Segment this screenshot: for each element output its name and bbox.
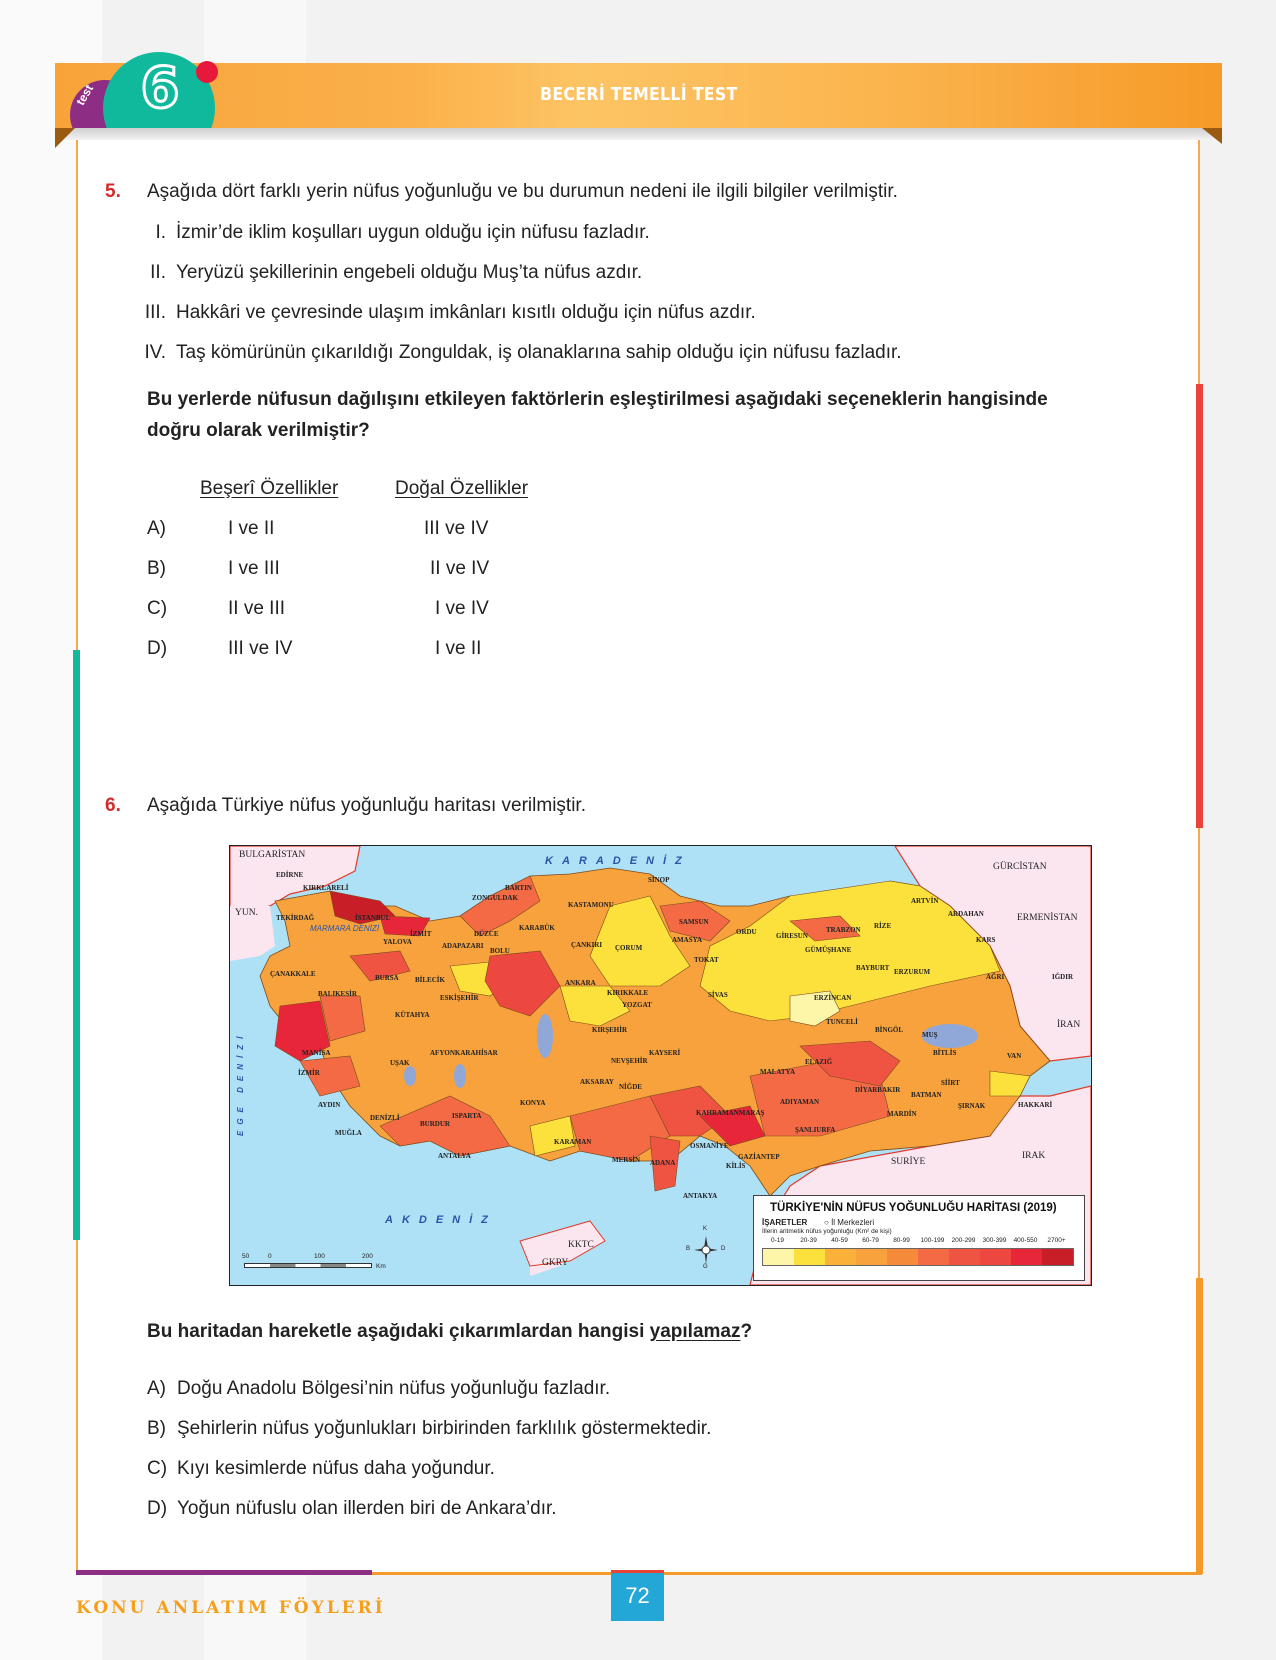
city-label: MERSİN (612, 1156, 641, 1164)
city-label: EDİRNE (276, 871, 304, 879)
city-label: BARTIN (505, 884, 532, 892)
option-letter: B) (147, 1418, 166, 1439)
city-label: DÜZCE (474, 930, 499, 938)
city-label: MUŞ (922, 1031, 938, 1039)
legend-class-label: 20-39 (800, 1237, 817, 1244)
scale-tick: 200 (362, 1253, 373, 1260)
legend-class-label: 400-550 (1013, 1237, 1038, 1244)
legend-swatch (887, 1249, 918, 1265)
option-human: III ve IV (228, 638, 293, 659)
city-label: HAKKARİ (1018, 1101, 1053, 1109)
prompt-end: ? (740, 1321, 753, 1342)
question-6-number: 6. (105, 795, 121, 816)
city-label: SİVAS (708, 991, 728, 999)
legend-class-label: 200-299 (951, 1237, 976, 1244)
city-label: KARS (976, 936, 996, 944)
city-label: MUĞLA (335, 1129, 362, 1137)
option-natural: I ve IV (435, 598, 489, 619)
banner-fold-right (1202, 128, 1222, 144)
scale-tick: 50 (242, 1253, 250, 1260)
city-label: NEVŞEHİR (611, 1057, 648, 1065)
city-label: YALOVA (383, 938, 412, 946)
compass-east: D (721, 1246, 726, 1252)
compass-icon (686, 1226, 726, 1270)
option-letter: A) (147, 1378, 166, 1399)
legend-swatch (1042, 1249, 1073, 1265)
city-label: ARTVİN (911, 897, 939, 905)
city-label: KÜTAHYA (395, 1011, 430, 1019)
legend-scale-caption: İllerin aritmetik nüfus yoğunluğu (Km² de kişi) (762, 1228, 892, 1235)
question-6-prompt (147, 1321, 752, 1343)
city-label: ÇORUM (615, 944, 643, 952)
population-density-map (229, 845, 1092, 1286)
city-label: KONYA (520, 1099, 546, 1107)
city-label: SAMSUN (679, 918, 709, 926)
city-label: UŞAK (390, 1059, 410, 1067)
map-legend (753, 1195, 1085, 1281)
city-label: TOKAT (694, 956, 719, 964)
country-label: İRAN (1057, 1020, 1081, 1030)
city-label: KARAMAN (554, 1138, 592, 1146)
option-letter: A) (147, 518, 166, 539)
country-label: KKTC (568, 1240, 594, 1250)
city-label: ANTALYA (438, 1152, 471, 1160)
city-label: KARABÜK (519, 924, 555, 932)
option-natural: III ve IV (424, 518, 489, 539)
page-number: 72 (611, 1570, 664, 1621)
legend-swatch (980, 1249, 1011, 1265)
scale-unit: Km (376, 1263, 386, 1270)
city-label: TEKİRDAĞ (276, 914, 315, 922)
legend-swatch (794, 1249, 825, 1265)
city-label: ARDAHAN (948, 910, 984, 918)
city-label: MARDİN (887, 1110, 917, 1118)
city-label: OSMANİYE (690, 1142, 729, 1150)
city-label: ANKARA (565, 979, 596, 987)
city-label: ÇANKIRI (571, 941, 603, 949)
city-label: KAHRAMANMARAŞ (696, 1109, 765, 1117)
city-label: IĞDIR (1052, 973, 1074, 981)
city-label: BOLU (490, 947, 510, 955)
city-label: BURSA (375, 974, 399, 982)
compass-north: K (703, 1226, 708, 1232)
option-letter: B) (147, 558, 166, 579)
accent-bar-orange (1196, 1278, 1203, 1574)
legend-swatch (825, 1249, 856, 1265)
city-label: BİTLİS (933, 1049, 957, 1057)
column-header-human: Beşerî Özellikler (200, 478, 339, 499)
city-label: AFYONKARAHİSAR (430, 1049, 498, 1057)
city-label: BURDUR (420, 1120, 450, 1128)
legend-swatch (918, 1249, 949, 1265)
option-human: I ve III (228, 558, 280, 579)
city-label: BALIKESİR (318, 990, 357, 998)
question-5-prompt: Bu yerlerde nüfusun dağılışını etkileyen faktörlerin eşleştirilmesi aşağıdaki seçeneklerin hangisinde (147, 389, 1048, 410)
city-label: VAN (1007, 1052, 1022, 1060)
header-shadow (60, 128, 1220, 140)
prompt-emphasis: yapılamaz (649, 1321, 741, 1342)
legend-class-labels (762, 1237, 1072, 1244)
city-label: AKSARAY (580, 1078, 614, 1086)
city-label: GİRESUN (776, 932, 808, 940)
sea-label-akdeniz: AKDENİZ (385, 1214, 497, 1226)
city-label: İZMİR (298, 1069, 320, 1077)
statement-numeral: III. (144, 302, 166, 323)
statement-numeral: II. (150, 262, 166, 283)
country-label: ERMENİSTAN (1017, 913, 1078, 923)
country-label: GÜRCİSTAN (993, 862, 1047, 872)
city-label: ADAPAZARI (442, 942, 484, 950)
city-label: ZONGULDAK (472, 894, 518, 902)
city-label: TUNCELİ (826, 1018, 858, 1026)
compass-west: B (686, 1246, 691, 1252)
legend-class-label: 0-19 (770, 1237, 784, 1244)
statement-numeral: I. (155, 222, 166, 243)
legend-title: TÜRKİYE'NİN NÜFUS YOĞUNLUĞU HARİTASI (2019) (770, 1202, 1057, 1214)
legend-class-label: 80-99 (893, 1237, 910, 1244)
city-label: SİNOP (648, 876, 670, 884)
city-label: ANTAKYA (683, 1192, 718, 1200)
column-header-natural: Doğal Özellikler (395, 478, 529, 499)
question-5-prompt-cont: doğru olarak verilmiştir? (147, 420, 370, 441)
city-label: KİLİS (726, 1162, 746, 1170)
city-label: BİNGÖL (875, 1026, 904, 1034)
city-label: BİLECİK (415, 976, 445, 984)
bottom-rule-purple (76, 1570, 372, 1575)
badge-dot-icon (196, 61, 218, 83)
option-natural: I ve II (435, 638, 482, 659)
legend-city-marker-text: İl Merkezleri (831, 1218, 875, 1227)
city-label: DİYARBAKIR (855, 1086, 901, 1094)
option-letter: C) (147, 598, 168, 619)
accent-bar-teal (73, 650, 80, 1240)
option-letter: C) (147, 1458, 168, 1479)
legend-class-label: 60-79 (862, 1237, 879, 1244)
statement-numeral: IV. (144, 342, 166, 363)
sea-label-karadeniz: KARADENİZ (545, 855, 691, 867)
country-label: GKRY (542, 1258, 569, 1268)
city-label: ISPARTA (452, 1112, 482, 1120)
statement-text: Taş kömürünün çıkarıldığı Zonguldak, iş olanaklarına sahip olduğu için nüfusu fazladır. (176, 342, 902, 363)
legend-swatches (762, 1248, 1074, 1266)
legend-markers-label: İŞARETLER (762, 1218, 808, 1227)
city-label: KIRŞEHİR (592, 1026, 628, 1034)
country-label: YUN. (235, 908, 258, 918)
legend-swatch (949, 1249, 980, 1265)
city-label: ÇANAKKALE (270, 970, 316, 978)
option-text: Şehirlerin nüfus yoğunlukları birbirinden farklılık göstermektedir. (177, 1418, 712, 1439)
question-5-intro: Aşağıda dört farklı yerin nüfus yoğunluğu ve bu durumun nedeni ile ilgili bilgiler verilmiştir. (147, 181, 898, 202)
option-human: I ve II (228, 518, 275, 539)
question-6-intro: Aşağıda Türkiye nüfus yoğunluğu haritası verilmiştir. (147, 795, 586, 816)
city-label: NİĞDE (619, 1083, 642, 1091)
option-text: Doğu Anadolu Bölgesi’nin nüfus yoğunluğu fazladır. (177, 1378, 611, 1399)
city-label: GÜMÜŞHANE (805, 946, 852, 954)
city-label: KIRKLARELİ (303, 884, 349, 892)
country-label: SURİYE (891, 1157, 926, 1167)
legend-class-label: 40-59 (831, 1237, 848, 1244)
map-scale-bar (242, 1253, 392, 1273)
city-label: ERZURUM (894, 968, 931, 976)
city-label: ESKİŞEHİR (440, 994, 479, 1002)
option-text: Yoğun nüfuslu olan illerden biri de Ankara’dır. (177, 1498, 557, 1519)
city-label: ERZİNCAN (814, 994, 852, 1002)
legend-class-label: 2700+ (1047, 1237, 1066, 1244)
city-label: TRABZON (826, 926, 861, 934)
city-label: SİİRT (941, 1079, 960, 1087)
option-human: II ve III (228, 598, 286, 619)
test-number: 6 (140, 56, 180, 121)
city-label: ŞANLIURFA (795, 1126, 836, 1134)
sea-label-ege: EGE DENİZİ (236, 1030, 245, 1136)
header-title: BECERİ TEMELLİ TEST (540, 84, 738, 105)
statement-text: Yeryüzü şekillerinin engebeli olduğu Muş’ta nüfus azdır. (176, 262, 643, 283)
city-label: MALATYA (760, 1068, 796, 1076)
sea-label-marmara: MARMARA DENİZİ (310, 924, 380, 933)
country-label: IRAK (1022, 1151, 1046, 1161)
legend-class-label: 100-199 (920, 1237, 945, 1244)
statement-text: Hakkâri ve çevresinde ulaşım imkânları kısıtlı olduğu için nüfus azdır. (176, 302, 756, 323)
city-label: ŞIRNAK (958, 1102, 986, 1110)
question-5-number: 5. (105, 181, 121, 202)
city-label: KAYSERİ (649, 1049, 681, 1057)
city-label: RİZE (874, 922, 892, 930)
city-label: BATMAN (911, 1091, 942, 1099)
option-letter: D) (147, 1498, 168, 1519)
city-label: AMASYA (672, 936, 703, 944)
city-label: KIRIKKALE (607, 989, 649, 997)
city-label: İZMİT (410, 930, 432, 938)
compass-south: G (703, 1264, 708, 1270)
legend-swatch (763, 1249, 794, 1265)
city-label: AYDIN (318, 1101, 341, 1109)
test-badge-label: test (73, 82, 97, 108)
legend-class-label: 300-399 (982, 1237, 1007, 1244)
city-label: DENİZLİ (370, 1114, 400, 1122)
legend-swatch (856, 1249, 887, 1265)
city-label: ORDU (736, 928, 757, 936)
legend-swatch (1011, 1249, 1042, 1265)
city-label: AĞRI (986, 973, 1005, 981)
banner-fold-left (55, 128, 75, 148)
scale-tick: 100 (314, 1253, 325, 1260)
option-letter: D) (147, 638, 168, 659)
option-text: Kıyı kesimlerde nüfus daha yoğundur. (177, 1458, 495, 1479)
city-label: YOZGAT (622, 1001, 652, 1009)
legend-city-marker: ○ İl Merkezleri (824, 1218, 875, 1227)
accent-bar-red (1196, 384, 1203, 828)
scale-tick: 0 (268, 1253, 272, 1260)
city-label: MANİSA (302, 1049, 331, 1057)
city-label: ELAZIĞ (805, 1058, 833, 1066)
city-label: ADIYAMAN (780, 1098, 820, 1106)
prompt-text: Bu haritadan hareketle aşağıdaki çıkarımlardan hangisi (147, 1321, 650, 1342)
city-label: ADANA (650, 1159, 676, 1167)
city-label: BAYBURT (856, 964, 890, 972)
statement-text: İzmir’de iklim koşulları uygun olduğu için nüfusu fazladır. (176, 222, 650, 243)
option-natural: II ve IV (430, 558, 490, 579)
footer-brand: KONU ANLATIM FÖYLERİ (76, 1598, 386, 1618)
city-label: KASTAMONU (568, 901, 614, 909)
city-label: GAZİANTEP (738, 1153, 780, 1161)
city-label: İSTANBUL (355, 914, 391, 922)
country-label: BULGARİSTAN (239, 850, 306, 860)
